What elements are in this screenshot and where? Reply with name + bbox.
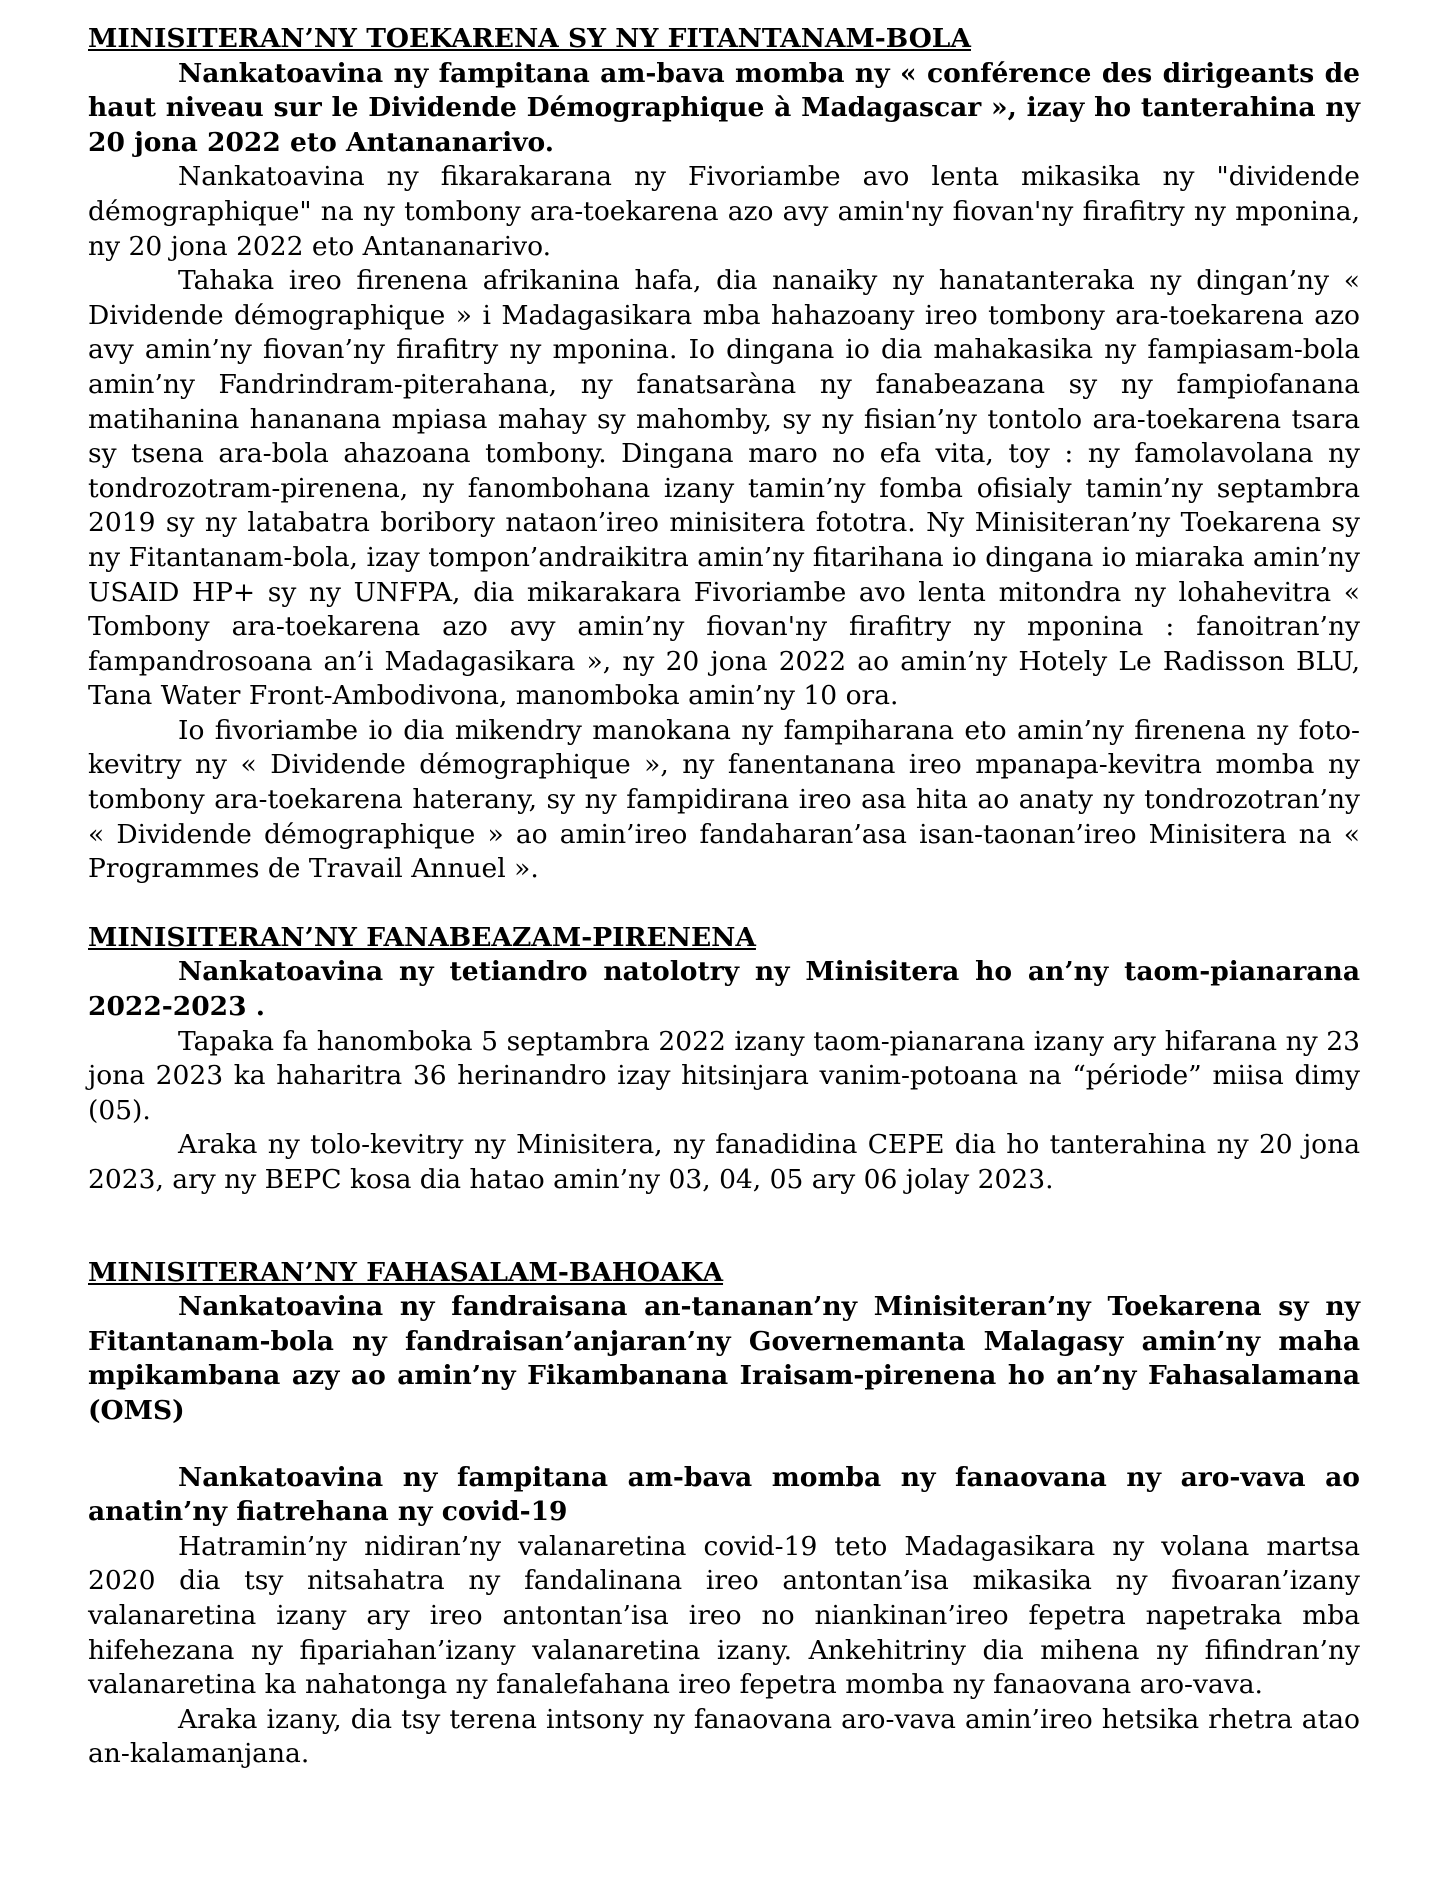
decision-heading-dividend-conference: Nankatoavina ny fampitana am-bava momba ny « conférence des dirigeants de haut niveau sur le Dividende Démographique à Madagascar », izay ho tanterahina ny 20 jona 2022 eto Antananarivo. — [88, 57, 1360, 158]
spacer — [88, 1429, 1360, 1461]
decision-heading-oms-contribution: Nankatoavina ny fandraisana an-tananan’ny Minisiteran’ny Toekarena sy ny Fitantanam-bola ny fandraisan’anjaran’ny Governemanta Malagasy amin’ny maha mpikambana azy ao amin’ny Fikambanana Iraisam-pirenena ho an’ny Fahasalamana (OMS) — [88, 1291, 1360, 1426]
paragraph: Hatramin’ny nidiran’ny valanaretina covid-19 teto Madagasikara ny volana martsa 2020 dia tsy nitsahatra ny fandalinana ireo antontan’isa mikasika ny fivoaran’izany valanaretina izany ary ireo antontan’isa ireo no niankinan’ireo fepetra napetraka mba hifehezana ny fipariahan’izany valanaretina izany. Ankehitriny dia mihena ny fifindran’ny valanaretina ka nahatonga ny fanalefahana ireo fepetra momba ny fanaovana aro-vava. — [88, 1530, 1360, 1701]
paragraph: Nankatoavina ny fikarakarana ny Fivoriambe avo lenta mikasika ny "dividende démographique" na ny tombony ara-toekarena azo avy amin'ny fiovan'ny firafitry ny mponina, ny 20 jona 2022 eto Antananarivo. — [88, 161, 1360, 262]
section-heading-economy: MINISITERAN’NY TOEKARENA SY NY FITANTANAM-BOLA — [88, 23, 971, 54]
paragraph: Araka izany, dia tsy terena intsony ny fanaovana aro-vava amin’ireo hetsika rhetra atao an-kalamanjana. — [88, 1703, 1360, 1770]
paragraph: Araka ny tolo-kevitry ny Minisitera, ny fanadidina CEPE dia ho tanterahina ny 20 jona 2023, ary ny BEPC kosa dia hatao amin’ny 03, 04, 05 ary 06 jolay 2023. — [88, 1129, 1360, 1195]
paragraph: Io fivoriambe io dia mikendry manokana ny fampiharana eto amin’ny firenena ny foto-kevitry ny « Dividende démographique », ny fanentanana ireo mpanapa-kevitra momba ny tombony ara-toekarena haterany, sy ny fampidirana ireo asa hita ao anaty ny tondrozotran’ny « Dividende démographique » ao amin’ireo fandaharan’asa isan-taonan’ireo Minisitera na « Programmes de Travail Annuel ». — [88, 714, 1360, 885]
section-heading-health: MINISITERAN’NY FAHASALAM-BAHOAKA — [88, 1256, 724, 1288]
section-heading-education: MINISITERAN’NY FANABEAZAM-PIRENENA — [88, 921, 756, 953]
decision-heading-school-calendar: Nankatoavina ny tetiandro natolotry ny Minisitera ho an’ny taom-pianarana 2022-2023 . — [88, 956, 1360, 1023]
decision-heading-face-masks: Nankatoavina ny fampitana am-bava momba ny fanaovana ny aro-vava ao anatin’ny fiatrehana ny covid-19 — [88, 1461, 1360, 1528]
spacer — [88, 887, 1360, 921]
spacer — [88, 1198, 1360, 1256]
document-page — [88, 22, 1360, 1772]
paragraph: Tapaka fa hanomboka 5 septambra 2022 izany taom-pianarana izany ary hifarana ny 23 jona 2023 ka haharitra 36 herinandro izay hitsinjara vanim-potoana na “période” miisa dimy (05). — [88, 1025, 1360, 1126]
paragraph: Tahaka ireo firenena afrikanina hafa, dia nanaiky ny hanatanteraka ny dingan’ny « Dividende démographique » i Madagasikara mba hahazoany ireo tombony ara-toekarena azo avy amin’ny fiovan’ny firafitry ny mponina. Io dingana io dia mahakasika ny fampiasam-bola amin’ny Fandrindram-piterahana, ny fanatsaràna ny fanabeazana sy ny fampiofanana matihanina hananana mpiasa mahay sy mahomby, sy ny fisian’ny tontolo ara-toekarena tsara sy tsena ara-bola ahazoana tombony. Dingana maro no efa vita, toy : ny famolavolana ny tondrozotram-pirenena, ny fanombohana izany tamin’ny fomba ofisialy tamin’ny septambra 2019 sy ny latabatra boribory nataon’ireo minisitera fototra. Ny Minisiteran’ny Toekarena sy ny Fitantanam-bola, izay tompon’andraikitra amin’ny fitarihana io dingana io miaraka amin’ny USAID HP+ sy ny UNFPA, dia mikarakara Fivoriambe avo lenta mitondra ny lohahevitra « Tombony ara-toekarena azo avy amin’ny fiovan'ny firafitry ny mponina : fanoitran’ny fampandrosoana an’i Madagasikara », ny 20 jona 2022 ao amin’ny Hotely Le Radisson BLU, Tana Water Front-Ambodivona, manomboka amin’ny 10 ora. — [88, 265, 1360, 712]
